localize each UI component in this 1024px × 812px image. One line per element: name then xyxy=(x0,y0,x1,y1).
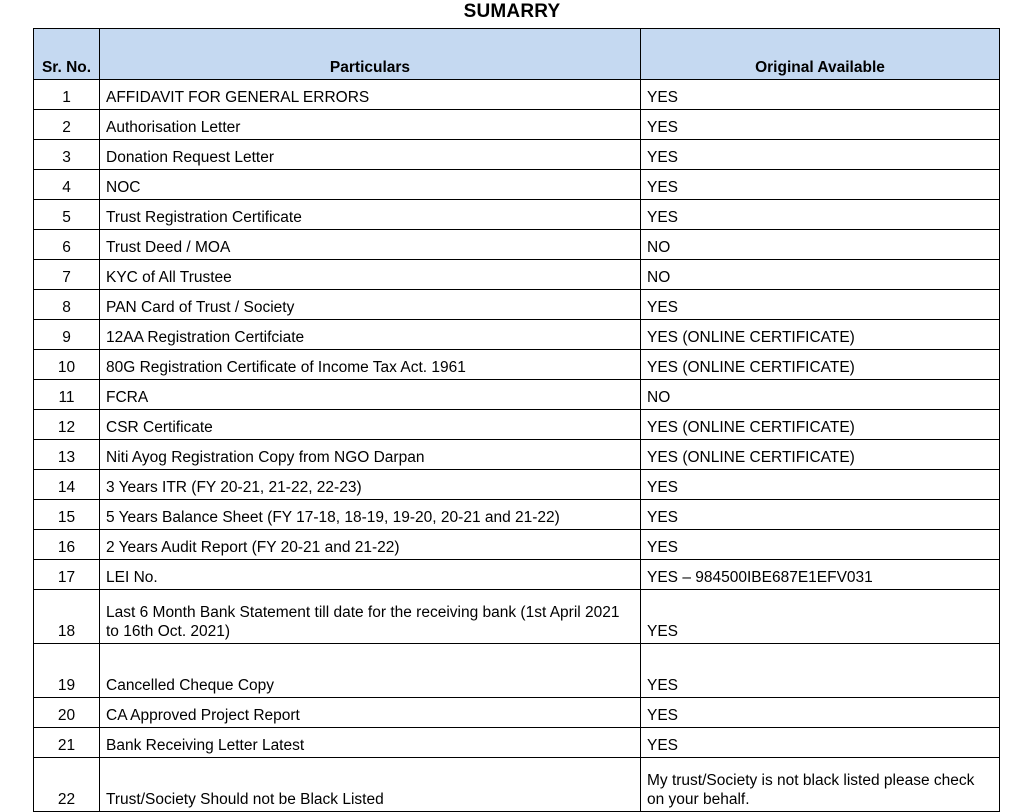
cell-sr-no: 1 xyxy=(34,80,100,110)
table-body xyxy=(34,80,1000,812)
cell-particulars: PAN Card of Trust / Society xyxy=(100,290,641,320)
table-row xyxy=(34,644,1000,698)
table-row xyxy=(34,260,1000,290)
cell-original-available: YES xyxy=(641,170,1000,200)
cell-sr-no: 17 xyxy=(34,560,100,590)
cell-original-available: YES (ONLINE CERTIFICATE) xyxy=(641,410,1000,440)
cell-original-available: YES xyxy=(641,80,1000,110)
cell-particulars: CA Approved Project Report xyxy=(100,698,641,728)
cell-particulars: 12AA Registration Certifciate xyxy=(100,320,641,350)
table-row xyxy=(34,560,1000,590)
cell-original-available: YES xyxy=(641,530,1000,560)
cell-sr-no: 16 xyxy=(34,530,100,560)
table-row xyxy=(34,80,1000,110)
cell-sr-no: 10 xyxy=(34,350,100,380)
cell-particulars: Trust Deed / MOA xyxy=(100,230,641,260)
cell-sr-no: 19 xyxy=(34,644,100,698)
cell-particulars: NOC xyxy=(100,170,641,200)
cell-particulars: 3 Years ITR (FY 20-21, 21-22, 22-23) xyxy=(100,470,641,500)
table-row xyxy=(34,110,1000,140)
cell-original-available: YES (ONLINE CERTIFICATE) xyxy=(641,350,1000,380)
table-row xyxy=(34,230,1000,260)
cell-original-available: YES xyxy=(641,140,1000,170)
summary-table xyxy=(33,28,1000,812)
cell-sr-no: 12 xyxy=(34,410,100,440)
cell-sr-no: 4 xyxy=(34,170,100,200)
cell-original-available: YES xyxy=(641,644,1000,698)
cell-particulars: 5 Years Balance Sheet (FY 17-18, 18-19, 19-20, 20-21 and 21-22) xyxy=(100,500,641,530)
cell-sr-no: 11 xyxy=(34,380,100,410)
cell-original-available: NO xyxy=(641,380,1000,410)
cell-particulars: Authorisation Letter xyxy=(100,110,641,140)
cell-particulars: CSR Certificate xyxy=(100,410,641,440)
cell-sr-no: 15 xyxy=(34,500,100,530)
table-row xyxy=(34,590,1000,644)
cell-original-available: YES xyxy=(641,698,1000,728)
table-row xyxy=(34,380,1000,410)
table-row xyxy=(34,140,1000,170)
cell-particulars: AFFIDAVIT FOR GENERAL ERRORS xyxy=(100,80,641,110)
cell-particulars: Trust Registration Certificate xyxy=(100,200,641,230)
table-row xyxy=(34,320,1000,350)
cell-sr-no: 8 xyxy=(34,290,100,320)
table-row xyxy=(34,470,1000,500)
cell-particulars: Cancelled Cheque Copy xyxy=(100,644,641,698)
cell-original-available: YES xyxy=(641,728,1000,758)
table-row xyxy=(34,728,1000,758)
cell-sr-no: 20 xyxy=(34,698,100,728)
cell-sr-no: 3 xyxy=(34,140,100,170)
cell-particulars: 2 Years Audit Report (FY 20-21 and 21-22) xyxy=(100,530,641,560)
cell-particulars: 80G Registration Certificate of Income Tax Act. 1961 xyxy=(100,350,641,380)
cell-original-available: YES xyxy=(641,200,1000,230)
table-row xyxy=(34,440,1000,470)
table-row xyxy=(34,698,1000,728)
cell-particulars: Niti Ayog Registration Copy from NGO Darpan xyxy=(100,440,641,470)
cell-sr-no: 21 xyxy=(34,728,100,758)
table-row xyxy=(34,170,1000,200)
cell-original-available: YES (ONLINE CERTIFICATE) xyxy=(641,440,1000,470)
table-row xyxy=(34,200,1000,230)
cell-original-available: NO xyxy=(641,260,1000,290)
cell-original-available: YES – 984500IBE687E1EFV031 xyxy=(641,560,1000,590)
cell-sr-no: 22 xyxy=(34,758,100,812)
cell-particulars: KYC of All Trustee xyxy=(100,260,641,290)
cell-sr-no: 6 xyxy=(34,230,100,260)
table-row xyxy=(34,530,1000,560)
cell-sr-no: 7 xyxy=(34,260,100,290)
cell-sr-no: 13 xyxy=(34,440,100,470)
cell-original-available: NO xyxy=(641,230,1000,260)
cell-particulars: Bank Receiving Letter Latest xyxy=(100,728,641,758)
cell-original-available: YES xyxy=(641,110,1000,140)
page-title: SUMARRY xyxy=(463,1,561,22)
cell-sr-no: 14 xyxy=(34,470,100,500)
cell-particulars: Donation Request Letter xyxy=(100,140,641,170)
table-row xyxy=(34,410,1000,440)
table-row xyxy=(34,290,1000,320)
table-row xyxy=(34,350,1000,380)
cell-particulars: Last 6 Month Bank Statement till date for the receiving bank (1st April 2021 to 16th Oct. 2021) xyxy=(100,590,641,644)
header-row xyxy=(34,29,1000,80)
cell-original-available: YES xyxy=(641,500,1000,530)
cell-particulars: LEI No. xyxy=(100,560,641,590)
cell-sr-no: 18 xyxy=(34,590,100,644)
cell-original-available: YES xyxy=(641,290,1000,320)
cell-sr-no: 9 xyxy=(34,320,100,350)
cell-original-available: YES xyxy=(641,470,1000,500)
table-header xyxy=(34,29,1000,80)
cell-original-available: YES xyxy=(641,590,1000,644)
cell-original-available: YES (ONLINE CERTIFICATE) xyxy=(641,320,1000,350)
header-sr-no: Sr. No. xyxy=(34,29,100,80)
table-row xyxy=(34,758,1000,812)
cell-particulars: Trust/Society Should not be Black Listed xyxy=(100,758,641,812)
cell-original-available: My trust/Society is not black listed please check on your behalf. xyxy=(641,758,1000,812)
cell-sr-no: 5 xyxy=(34,200,100,230)
header-original-available: Original Available xyxy=(641,29,1000,80)
table-row xyxy=(34,500,1000,530)
cell-sr-no: 2 xyxy=(34,110,100,140)
cell-particulars: FCRA xyxy=(100,380,641,410)
header-particulars: Particulars xyxy=(100,29,641,80)
